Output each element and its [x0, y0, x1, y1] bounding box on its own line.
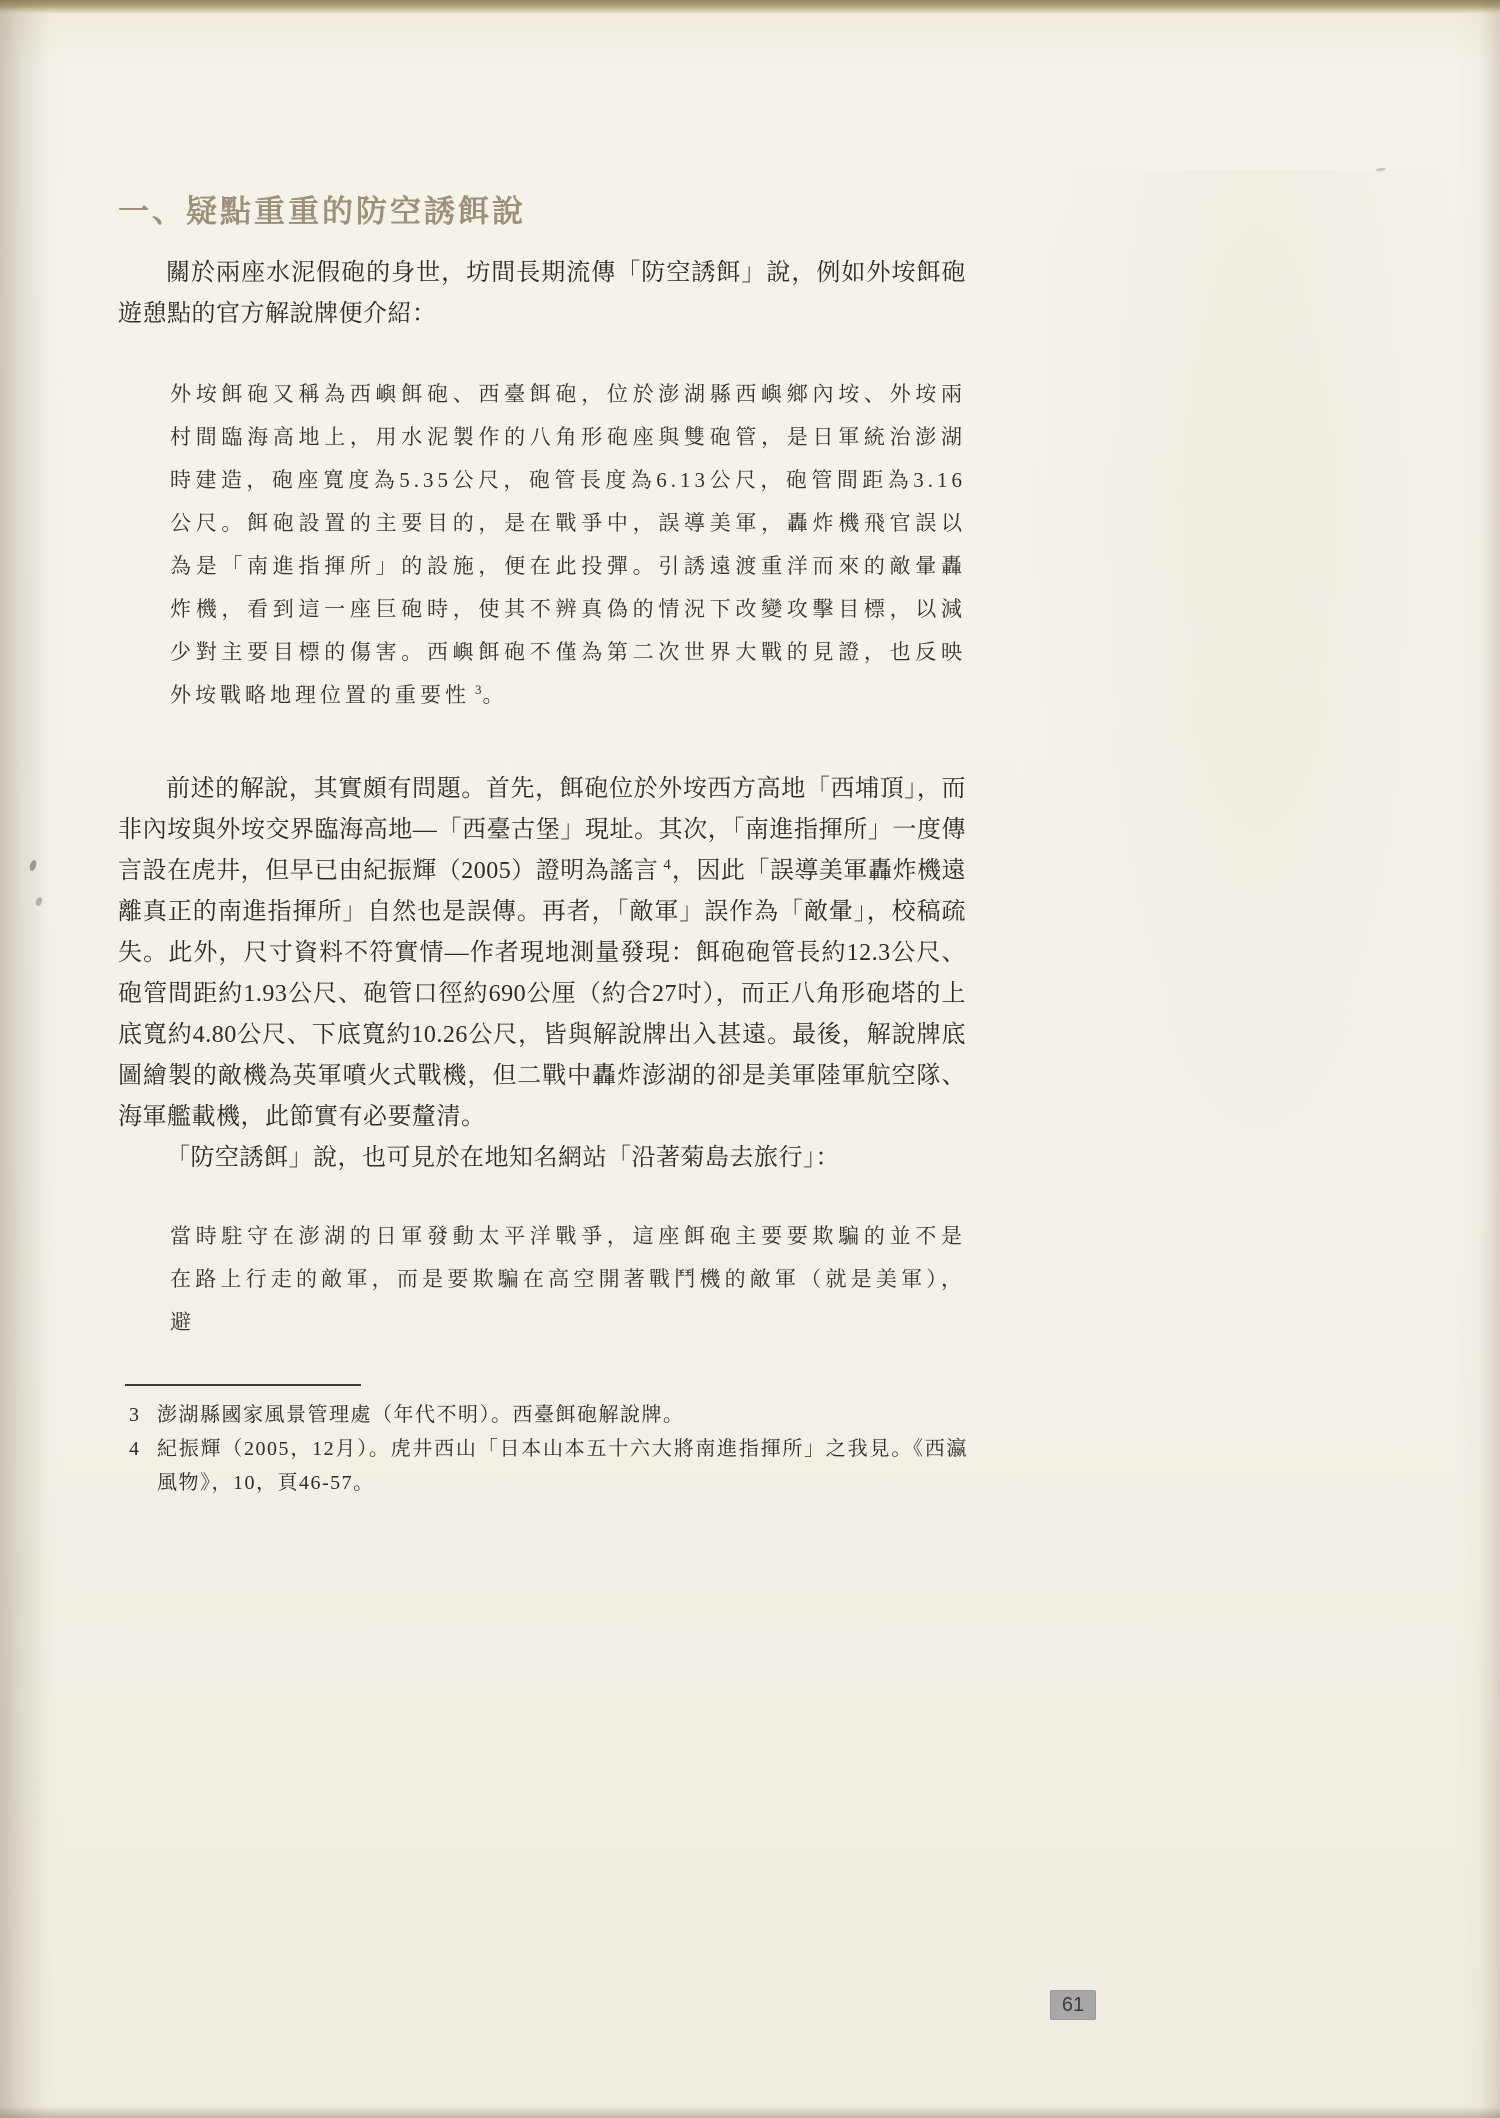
paragraph-critique — [118, 769, 966, 1138]
footnote-ref-3: 3 — [475, 682, 482, 697]
footnote-4 — [125, 1432, 968, 1500]
footnotes-section — [125, 1384, 968, 1500]
critique-text-part1: 前述的解說，其實頗有問題。首先，餌砲位於外垵西方高地「西埔頂」，而非內垵與外垵交界臨海高地—「西臺古堡」現址。其次，「南進指揮所」一度傳言設在虎井，但早已由紀振輝（2005）證明為謠言 — [118, 776, 966, 884]
scan-right-edge — [1480, 0, 1500, 2118]
page-content — [118, 186, 966, 1344]
footnote-ref-4: 4 — [663, 857, 671, 873]
footnote-text: 紀振輝（2005，12月）。虎井西山「日本山本五十六大將南進指揮所」之我見。《西瀛風物》，10，頁46-57。 — [157, 1438, 968, 1494]
blockquote-website-text: 當時駐守在澎湖的日軍發動太平洋戰爭，這座餌砲主要要欺騙的並不是在路上行走的敵軍，而是要欺騙在高空開著戰鬥機的敵軍（就是美軍），避 — [170, 1224, 966, 1334]
page-number: 61 — [1061, 1993, 1085, 2016]
quote-text: 外垵餌砲又稱為西嶼餌砲、西臺餌砲，位於澎湖縣西嶼鄉內垵、外垵兩村間臨海高地上，用水泥製作的八角形砲座與雙砲管，是日軍統治澎湖時建造，砲座寬度為5.35公尺，砲管長度為6.13公尺，砲管間距為3.16公尺。餌砲設置的主要目的，是在戰爭中，誤導美軍，轟炸機飛官誤以為是「南進指揮所」的設施，便在此投彈。引誘遠渡重洋而來的敵暈轟炸機，看到這一座巨砲時，使其不辨真偽的情況下改變攻擊目標，以減少對主要目標的傷害。西嶼餌砲不僅為第二次世界大戰的見證，也反映外垵戰略地理位置的重要性 — [170, 382, 966, 707]
paragraph-intro: 關於兩座水泥假砲的身世，坊間長期流傳「防空誘餌」說，例如外垵餌砲遊憩點的官方解說牌便介紹： — [118, 260, 966, 327]
footnote-divider — [125, 1384, 361, 1386]
paragraph-website-intro: 「防空誘餌」說，也可見於在地知名網站「沿著菊島去旅行」： — [166, 1145, 840, 1171]
blockquote-signboard-text — [170, 373, 966, 717]
critique-text-part2: ，因此「誤導美軍轟炸機遠離真正的南進指揮所」自然也是誤傳。再者，「敵軍」誤作為「敵暈」，校稿疏失。此外，尺寸資料不符實情—作者現地測量發現：餌砲砲管長約12.3公尺、砲管間距約1.93公尺、砲管口徑約690公厘（約合27吋），而正八角形砲塔的上底寬約4.80公尺、下底寬約10.26公尺，皆與解說牌出入甚遠。最後，解說牌底圖繪製的敵機為英軍噴火式戰機，但二戰中轟炸澎湖的卻是美軍陸軍航空隊、海軍艦載機，此節實有必要釐清。 — [118, 858, 967, 1130]
footnote-text: 澎湖縣國家風景管理處（年代不明）。西臺餌砲解說牌。 — [157, 1404, 685, 1426]
section-heading: 一、疑點重重的防空誘餌說 — [118, 194, 526, 229]
quote-text-end: 。 — [482, 683, 508, 707]
page-number-badge — [1050, 1990, 1096, 2020]
scan-speck — [1376, 167, 1386, 171]
scan-left-edge — [0, 0, 48, 2118]
scan-top-edge — [0, 0, 1500, 14]
scan-shading — [1000, 170, 1470, 1470]
footnote-number: 4 — [129, 1438, 141, 1460]
scan-bottom-edge — [0, 2106, 1500, 2118]
footnote-3 — [125, 1398, 968, 1432]
footnote-number: 3 — [129, 1404, 141, 1426]
